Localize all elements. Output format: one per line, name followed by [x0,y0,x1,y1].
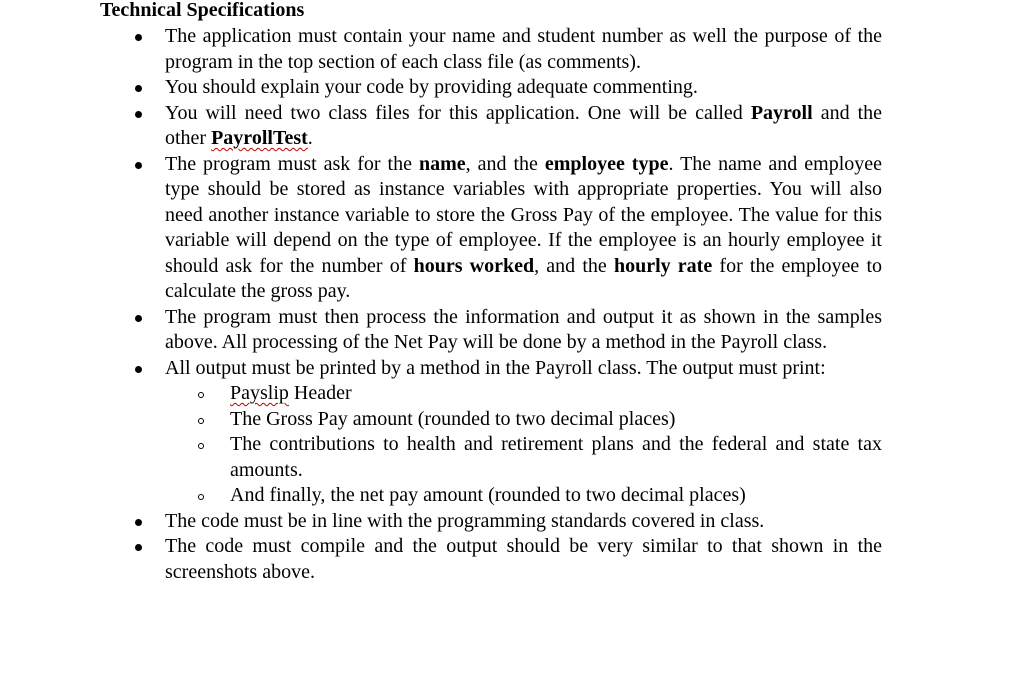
sub-list-item: The Gross Pay amount (rounded to two decimal places) [164,407,882,433]
sub-list-item: The contributions to health and retirement plans and the federal and state tax amounts. [164,432,882,483]
list-item-text: You will need two class files for this application. One will be called Payroll and the other PayrollTest. [165,101,883,149]
list-item [0,356,882,509]
emphasis-hours-worked: hours worked [413,254,535,277]
list-item-text: The program must then process the information and output it as shown in the samples above. All processing of the Net Pay will be done by a method in the Payroll class. [165,305,882,353]
section-heading: Technical Specifications [100,0,305,21]
emphasis-hourly-rate: hourly rate [613,254,713,277]
bullet-icon [135,544,142,551]
payrolltest-class-name: PayrollTest [211,127,308,149]
list-item [0,152,882,305]
list-item [0,534,882,585]
list-item [0,75,882,101]
payroll-class-name: Payroll [750,101,813,124]
list-item [0,509,882,535]
sub-list-item: Payslip Header [164,381,882,407]
bullet-icon [135,34,142,41]
list-item-text: The code must be in line with the programming standards covered in class. [165,509,765,532]
list-item-text: The program must ask for the name, and the employee type. The name and employee type should be stored as instance variables with appropriate properties. You will also need another instance variable to store the Gross Pay of the employee. The value for this variable will depend on the type of employee. If the employee is an hourly employee it should ask for the number of hours worked, and the hourly rate for the employee to calculate the gross pay. [165,152,882,302]
emphasis-employee-type: employee type [544,152,669,175]
hollow-bullet-icon [198,392,204,398]
bullet-icon [135,85,142,92]
list-item-text: The application must contain your name and student number as well the purpose of the program in the top section of each class file (as comments). [165,25,882,73]
hollow-bullet-icon [198,443,204,449]
output-requirements-list [165,381,882,509]
hollow-bullet-icon [198,418,204,424]
hollow-bullet-icon [198,494,204,500]
bullet-icon [135,162,142,169]
bullet-icon [135,315,142,322]
bullet-icon [135,111,142,118]
sub-list-item: And finally, the net pay amount (rounded to two decimal places) [164,483,882,509]
list-item-text: The code must compile and the output should be very similar to that shown in the screenshots above. [165,535,882,583]
list-item [0,24,882,75]
emphasis-name: name [418,152,466,175]
list-item [0,101,882,152]
list-item [0,305,882,356]
list-item-text: All output must be printed by a method in the Payroll class. The output must print: [165,356,826,379]
specifications-list [0,24,1024,585]
bullet-icon [135,366,142,373]
bullet-icon [135,519,142,526]
list-item-text: You should explain your code by providing adequate commenting. [165,76,698,98]
